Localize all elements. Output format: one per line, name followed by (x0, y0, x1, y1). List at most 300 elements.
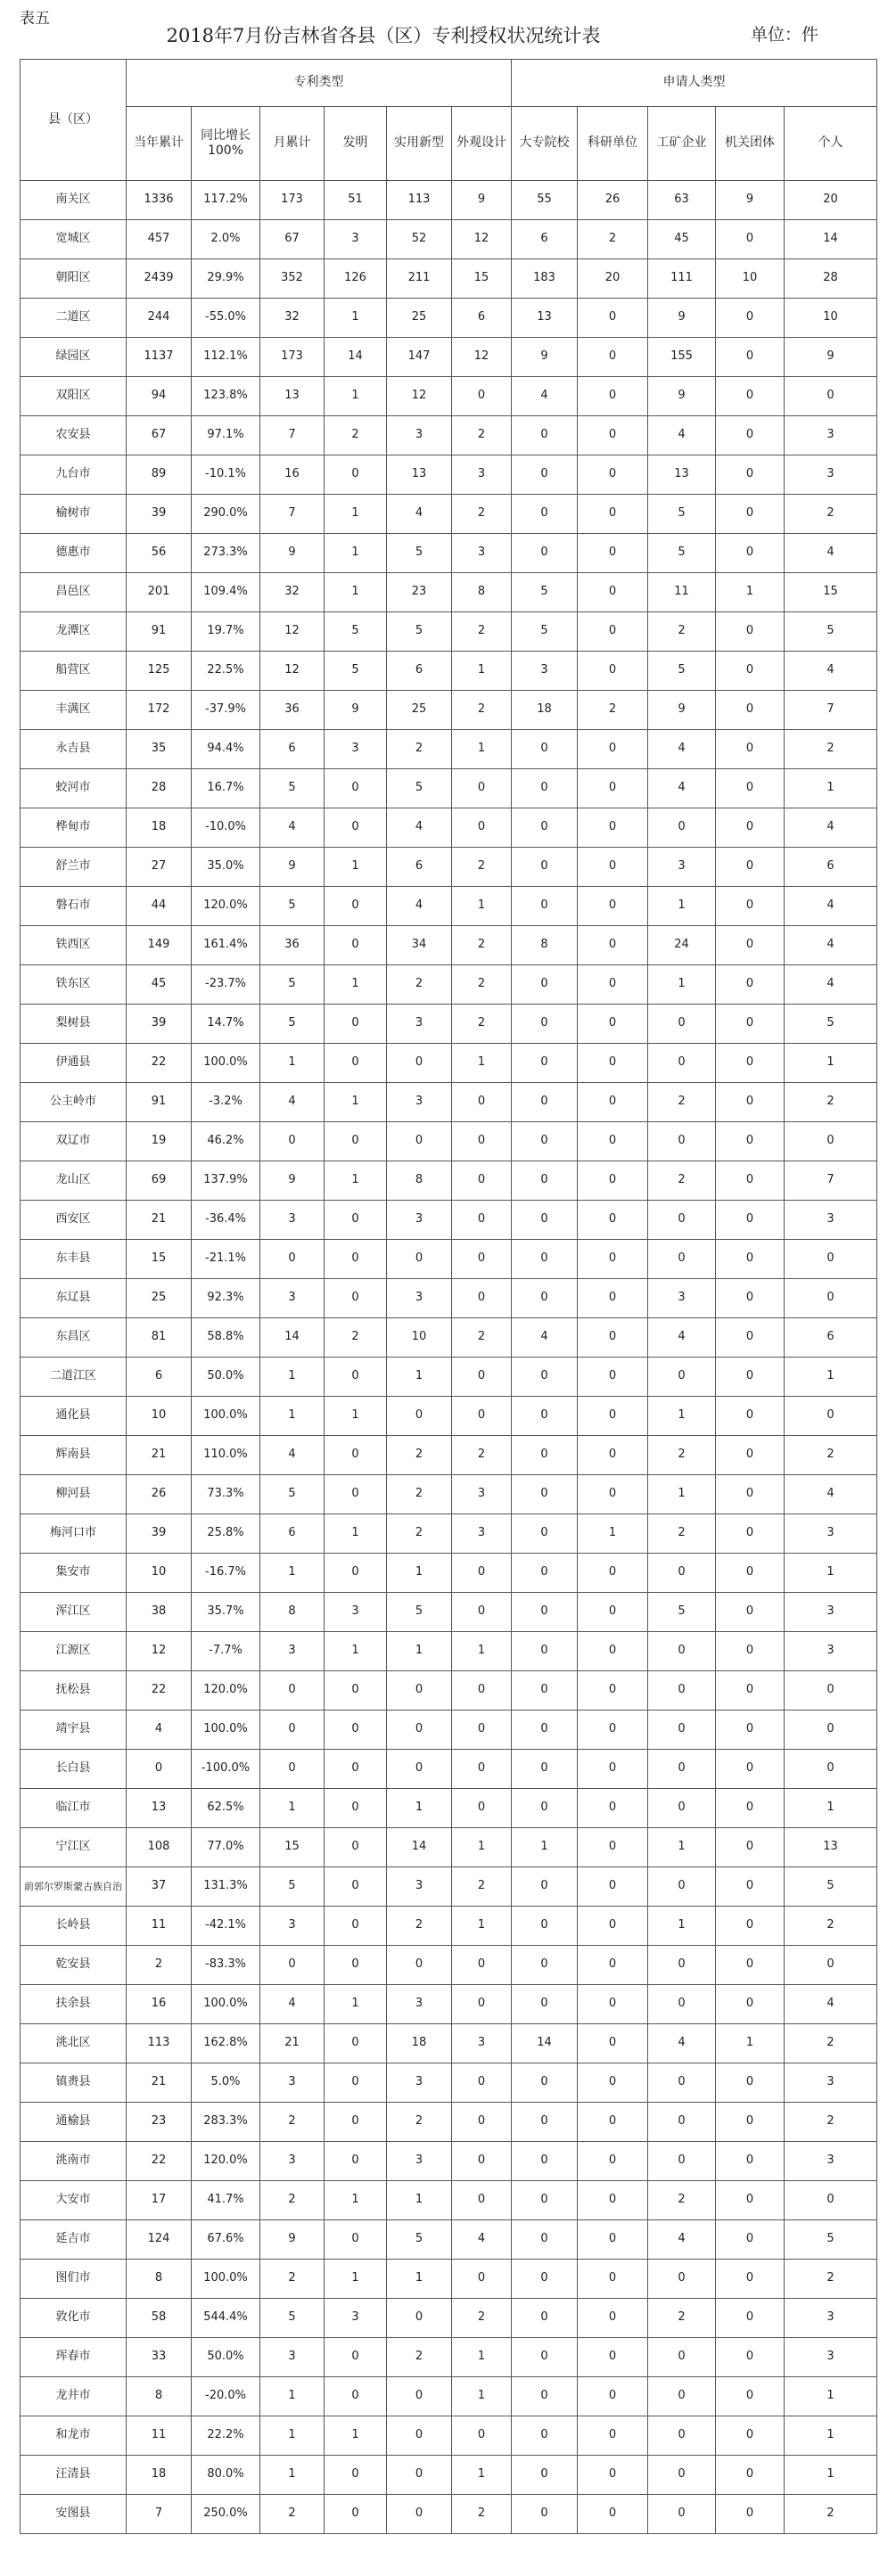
county-name-cell: 临江市 (21, 1789, 127, 1828)
value-cell: 8 (452, 573, 512, 612)
value-cell: 11 (648, 573, 716, 612)
table-row (21, 808, 877, 848)
value-cell: 147 (387, 338, 452, 377)
value-cell: 0 (716, 1632, 785, 1671)
value-cell: 0 (512, 1632, 578, 1671)
table-row (21, 1789, 877, 1828)
value-cell: 0 (512, 2103, 578, 2142)
value-cell: 4 (785, 965, 877, 1005)
value-cell: 4 (452, 2220, 512, 2260)
value-cell: 21 (127, 1436, 192, 1475)
value-cell: 7 (260, 416, 325, 455)
value-cell: 0 (512, 2416, 578, 2456)
value-cell: 0 (578, 652, 648, 691)
value-cell: 0 (578, 495, 648, 534)
value-cell: 0 (578, 1828, 648, 1867)
value-cell: 1 (648, 1397, 716, 1436)
county-name-cell: 东丰县 (21, 1240, 127, 1279)
value-cell: 0 (325, 1750, 387, 1789)
value-cell: 2.0% (192, 220, 260, 259)
table-row (21, 1240, 877, 1279)
value-cell: 11 (127, 1907, 192, 1946)
value-cell: 0 (512, 1397, 578, 1436)
value-cell: 5 (648, 534, 716, 573)
value-cell: 10 (127, 1397, 192, 1436)
value-cell: 15 (260, 1828, 325, 1867)
value-cell: 100.0% (192, 1397, 260, 1436)
value-cell: 2 (387, 1436, 452, 1475)
county-name-cell: 梨树县 (21, 1005, 127, 1044)
value-cell: 1 (260, 1397, 325, 1436)
value-cell: 0 (578, 2142, 648, 2181)
value-cell: 33 (127, 2338, 192, 2377)
table-row (21, 259, 877, 299)
value-cell: 544.4% (192, 2299, 260, 2338)
value-cell: 0 (512, 2338, 578, 2377)
value-cell: 0 (512, 1710, 578, 1750)
value-cell: 9 (648, 691, 716, 730)
value-cell: 0 (578, 1279, 648, 1318)
value-cell: 67 (127, 416, 192, 455)
value-cell: 0 (325, 1005, 387, 1044)
value-cell: 0 (325, 2456, 387, 2495)
value-cell: 3 (387, 1201, 452, 1240)
value-cell: 0 (452, 1083, 512, 1122)
value-cell: 5 (785, 2220, 877, 2260)
value-cell: 0 (578, 299, 648, 338)
value-cell: 0 (578, 338, 648, 377)
value-cell: 9 (716, 181, 785, 220)
table-row (21, 1710, 877, 1750)
value-cell: 25 (387, 691, 452, 730)
value-cell: 5 (260, 887, 325, 926)
value-cell: 0 (648, 1671, 716, 1710)
county-name-cell: 德惠市 (21, 534, 127, 573)
value-cell: 0 (325, 1671, 387, 1710)
table-row (21, 2024, 877, 2063)
value-cell: -3.2% (192, 1083, 260, 1122)
value-cell: 0 (325, 1946, 387, 1985)
value-cell: 41.7% (192, 2181, 260, 2220)
county-name-cell: 双阳区 (21, 377, 127, 416)
value-cell: 2 (785, 1907, 877, 1946)
value-cell: 0 (578, 1122, 648, 1161)
county-name-cell: 二道江区 (21, 1358, 127, 1397)
value-cell: 18 (127, 808, 192, 848)
value-cell: 0 (716, 965, 785, 1005)
value-cell: 2 (387, 1907, 452, 1946)
value-cell: 1 (452, 2456, 512, 2495)
value-cell: 26 (127, 1475, 192, 1514)
value-cell: 50.0% (192, 2338, 260, 2377)
value-cell: 0 (716, 1828, 785, 1867)
value-cell: 5 (512, 612, 578, 652)
value-cell: 0 (578, 2063, 648, 2103)
value-cell: 3 (325, 730, 387, 769)
county-name-cell: 江源区 (21, 1632, 127, 1671)
value-cell: 0 (387, 1044, 452, 1083)
value-cell: 13 (387, 455, 452, 495)
value-cell: 0 (512, 534, 578, 573)
value-cell: 35.0% (192, 848, 260, 887)
value-cell: 0 (578, 2377, 648, 2416)
value-cell: 0 (512, 1514, 578, 1554)
value-cell: 3 (387, 1985, 452, 2024)
value-cell: 12 (452, 220, 512, 259)
value-cell: 25 (127, 1279, 192, 1318)
value-cell: 73.3% (192, 1475, 260, 1514)
value-cell: 0 (716, 1279, 785, 1318)
value-cell: 0 (648, 2416, 716, 2456)
value-cell: 1 (785, 1554, 877, 1593)
county-name-cell: 洮南市 (21, 2142, 127, 2181)
table-row (21, 495, 877, 534)
value-cell: 0 (578, 573, 648, 612)
value-cell: 0 (785, 1122, 877, 1161)
value-cell: 1 (325, 1985, 387, 2024)
value-cell: 0 (387, 1122, 452, 1161)
value-cell: 3 (325, 2299, 387, 2338)
value-cell: 1 (260, 1358, 325, 1397)
value-cell: 2 (648, 612, 716, 652)
value-cell: 244 (127, 299, 192, 338)
value-cell: 7 (127, 2495, 192, 2534)
value-cell: 7 (260, 495, 325, 534)
value-cell: 1 (260, 2416, 325, 2456)
value-cell: 29.9% (192, 259, 260, 299)
value-cell: 2 (785, 730, 877, 769)
value-cell: 0 (785, 377, 877, 416)
value-cell: 92.3% (192, 1279, 260, 1318)
value-cell: 3 (785, 1514, 877, 1554)
value-cell: 19 (127, 1122, 192, 1161)
value-cell: 0 (578, 1358, 648, 1397)
value-cell: 0 (452, 769, 512, 808)
county-name-cell: 绿园区 (21, 338, 127, 377)
value-cell: 1 (785, 2456, 877, 2495)
value-cell: 2 (260, 2260, 325, 2299)
county-name-cell: 桦甸市 (21, 808, 127, 848)
table-row (21, 2260, 877, 2299)
county-name-cell: 靖宇县 (21, 1710, 127, 1750)
value-cell: 124 (127, 2220, 192, 2260)
value-cell: 0 (578, 887, 648, 926)
value-cell: 1 (648, 965, 716, 1005)
value-cell: 0 (578, 965, 648, 1005)
value-cell: 0 (716, 926, 785, 965)
value-cell: 39 (127, 495, 192, 534)
county-name-cell: 磐石市 (21, 887, 127, 926)
value-cell: 0 (648, 1122, 716, 1161)
value-cell: 0 (716, 1593, 785, 1632)
value-cell: 81 (127, 1318, 192, 1358)
value-cell: 4 (785, 534, 877, 573)
header-month-total: 月累计 (260, 107, 325, 181)
value-cell: 14 (387, 1828, 452, 1867)
value-cell: 0 (260, 1671, 325, 1710)
value-cell: 3 (785, 1632, 877, 1671)
value-cell: 0 (325, 1436, 387, 1475)
value-cell: 172 (127, 691, 192, 730)
value-cell: 3 (648, 848, 716, 887)
value-cell: 0 (512, 1005, 578, 1044)
value-cell: 94 (127, 377, 192, 416)
value-cell: 0 (512, 1907, 578, 1946)
table-row (21, 2416, 877, 2456)
value-cell: 4 (648, 2220, 716, 2260)
value-cell: 0 (716, 1122, 785, 1161)
value-cell: 0 (578, 2181, 648, 2220)
value-cell: 0 (512, 965, 578, 1005)
value-cell: 125 (127, 652, 192, 691)
value-cell: 1 (260, 1554, 325, 1593)
value-cell: 0 (325, 926, 387, 965)
value-cell: 0 (325, 1554, 387, 1593)
value-cell: 0 (716, 1907, 785, 1946)
value-cell: 0 (648, 2338, 716, 2377)
value-cell: 0 (716, 1985, 785, 2024)
county-name-cell: 珲春市 (21, 2338, 127, 2377)
value-cell: 0 (452, 1201, 512, 1240)
county-name-cell: 和龙市 (21, 2416, 127, 2456)
county-name-cell: 辉南县 (21, 1436, 127, 1475)
value-cell: 2 (387, 965, 452, 1005)
county-name-cell: 榆树市 (21, 495, 127, 534)
county-name-cell: 蛟河市 (21, 769, 127, 808)
value-cell: 1 (325, 1632, 387, 1671)
value-cell: 22 (127, 1671, 192, 1710)
value-cell: 173 (260, 338, 325, 377)
header-group-patent: 专利类型 (127, 60, 512, 107)
value-cell: 113 (387, 181, 452, 220)
value-cell: 6 (260, 730, 325, 769)
value-cell: 5 (260, 2299, 325, 2338)
value-cell: 0 (648, 2456, 716, 2495)
value-cell: 4 (648, 769, 716, 808)
value-cell: 10 (127, 1554, 192, 1593)
value-cell: 0 (578, 1161, 648, 1201)
value-cell: 0 (452, 1985, 512, 2024)
value-cell: 0 (716, 1671, 785, 1710)
value-cell: 1 (452, 730, 512, 769)
value-cell: 1 (578, 1514, 648, 1554)
value-cell: 1 (387, 1554, 452, 1593)
value-cell: 112.1% (192, 338, 260, 377)
table-row (21, 377, 877, 416)
table-row (21, 1632, 877, 1671)
value-cell: 0 (512, 1789, 578, 1828)
value-cell: 3 (325, 1593, 387, 1632)
value-cell: 0 (578, 1436, 648, 1475)
header-county: 县（区） (21, 60, 127, 181)
value-cell: 3 (785, 1201, 877, 1240)
value-cell: 0 (325, 1710, 387, 1750)
value-cell: 1137 (127, 338, 192, 377)
value-cell: 5 (387, 2220, 452, 2260)
value-cell: 10 (785, 299, 877, 338)
value-cell: 6 (785, 1318, 877, 1358)
value-cell: 4 (785, 652, 877, 691)
table-row (21, 299, 877, 338)
value-cell: 0 (716, 2181, 785, 2220)
value-cell: 3 (387, 1005, 452, 1044)
county-name-cell: 延吉市 (21, 2220, 127, 2260)
value-cell: 0 (716, 377, 785, 416)
value-cell: 1336 (127, 181, 192, 220)
value-cell: 0 (716, 2103, 785, 2142)
value-cell: 0 (325, 1907, 387, 1946)
value-cell: 4 (785, 887, 877, 926)
value-cell: 10 (387, 1318, 452, 1358)
value-cell: -37.9% (192, 691, 260, 730)
value-cell: 12 (387, 377, 452, 416)
value-cell: 0 (512, 2260, 578, 2299)
value-cell: 273.3% (192, 534, 260, 573)
value-cell: 2 (387, 1475, 452, 1514)
value-cell: 1 (512, 1828, 578, 1867)
value-cell: 173 (260, 181, 325, 220)
value-cell: 2 (452, 848, 512, 887)
table-row (21, 220, 877, 259)
value-cell: 201 (127, 573, 192, 612)
value-cell: 1 (325, 2181, 387, 2220)
value-cell: 0 (387, 1671, 452, 1710)
value-cell: 0 (387, 1946, 452, 1985)
value-cell: 0 (387, 2456, 452, 2495)
value-cell: 26 (578, 181, 648, 220)
table-row (21, 1358, 877, 1397)
table-row (21, 1436, 877, 1475)
value-cell: 0 (325, 1358, 387, 1397)
value-cell: 36 (260, 926, 325, 965)
value-cell: 5 (785, 612, 877, 652)
table-row (21, 1514, 877, 1554)
county-name-cell: 昌邑区 (21, 573, 127, 612)
value-cell: 100.0% (192, 1044, 260, 1083)
value-cell: 0 (716, 2260, 785, 2299)
value-cell: 6 (387, 848, 452, 887)
value-cell: 0 (716, 730, 785, 769)
value-cell: -16.7% (192, 1554, 260, 1593)
value-cell: -21.1% (192, 1240, 260, 1279)
value-cell: 5 (785, 1867, 877, 1907)
value-cell: 14 (512, 2024, 578, 2063)
header-institution: 机关团体 (716, 107, 785, 181)
value-cell: -10.1% (192, 455, 260, 495)
value-cell: 0 (452, 1750, 512, 1789)
value-cell: 0 (512, 887, 578, 926)
value-cell: 2 (387, 1514, 452, 1554)
table-row (21, 691, 877, 730)
header-individual: 个人 (785, 107, 877, 181)
value-cell: 0 (578, 1789, 648, 1828)
value-cell: 0 (512, 2142, 578, 2181)
table-row (21, 1867, 877, 1907)
value-cell: 0 (512, 1201, 578, 1240)
value-cell: 109.4% (192, 573, 260, 612)
value-cell: 3 (648, 1279, 716, 1318)
value-cell: 0 (578, 2338, 648, 2377)
county-name-cell: 铁西区 (21, 926, 127, 965)
value-cell: 0 (387, 2416, 452, 2456)
county-name-cell: 龙山区 (21, 1161, 127, 1201)
value-cell: 0 (578, 1005, 648, 1044)
value-cell: 0 (578, 1240, 648, 1279)
value-cell: 1 (260, 1044, 325, 1083)
value-cell: 1 (325, 2416, 387, 2456)
value-cell: -55.0% (192, 299, 260, 338)
value-cell: 14 (325, 338, 387, 377)
value-cell: 22.2% (192, 2416, 260, 2456)
value-cell: 0 (452, 808, 512, 848)
county-name-cell: 长岭县 (21, 1907, 127, 1946)
value-cell: 13 (127, 1789, 192, 1828)
table-row (21, 1005, 877, 1044)
value-cell: 24 (648, 926, 716, 965)
value-cell: 162.8% (192, 2024, 260, 2063)
value-cell: 2 (452, 495, 512, 534)
value-cell: 0 (512, 808, 578, 848)
value-cell: 0 (578, 2103, 648, 2142)
value-cell: 11 (127, 2416, 192, 2456)
value-cell: 0 (648, 1005, 716, 1044)
value-cell: 0 (716, 652, 785, 691)
value-cell: 8 (260, 1593, 325, 1632)
value-cell: 3 (785, 416, 877, 455)
value-cell: 0 (387, 2495, 452, 2534)
table-row (21, 2220, 877, 2260)
value-cell: 290.0% (192, 495, 260, 534)
table-row (21, 2456, 877, 2495)
value-cell: 0 (512, 1083, 578, 1122)
value-cell: 23 (387, 573, 452, 612)
value-cell: 0 (578, 1750, 648, 1789)
value-cell: 3 (452, 2024, 512, 2063)
value-cell: 4 (260, 1985, 325, 2024)
value-cell: 62.5% (192, 1789, 260, 1828)
value-cell: 0 (325, 1122, 387, 1161)
value-cell: 9 (325, 691, 387, 730)
value-cell: 3 (260, 2338, 325, 2377)
value-cell: 0 (452, 1946, 512, 1985)
county-name-cell: 铁东区 (21, 965, 127, 1005)
value-cell: 3 (785, 1593, 877, 1632)
value-cell: 2 (648, 1083, 716, 1122)
value-cell: 16.7% (192, 769, 260, 808)
value-cell: 8 (127, 2377, 192, 2416)
value-cell: 0 (512, 2495, 578, 2534)
value-cell: 8 (127, 2260, 192, 2299)
value-cell: 0 (512, 848, 578, 887)
value-cell: 0 (325, 2377, 387, 2416)
value-cell: 0 (785, 1946, 877, 1985)
value-cell: 36 (260, 691, 325, 730)
value-cell: 0 (512, 1161, 578, 1201)
value-cell: 5 (260, 965, 325, 1005)
value-cell: 4 (648, 730, 716, 769)
value-cell: 0 (325, 808, 387, 848)
value-cell: 9 (785, 338, 877, 377)
value-cell: 12 (260, 652, 325, 691)
county-name-cell: 东昌区 (21, 1318, 127, 1358)
value-cell: 0 (325, 887, 387, 926)
value-cell: 0 (512, 1122, 578, 1161)
value-cell: 6 (387, 652, 452, 691)
value-cell: 10 (716, 259, 785, 299)
value-cell: 0 (648, 1554, 716, 1593)
value-cell: 13 (512, 299, 578, 338)
value-cell: 0 (578, 1867, 648, 1907)
